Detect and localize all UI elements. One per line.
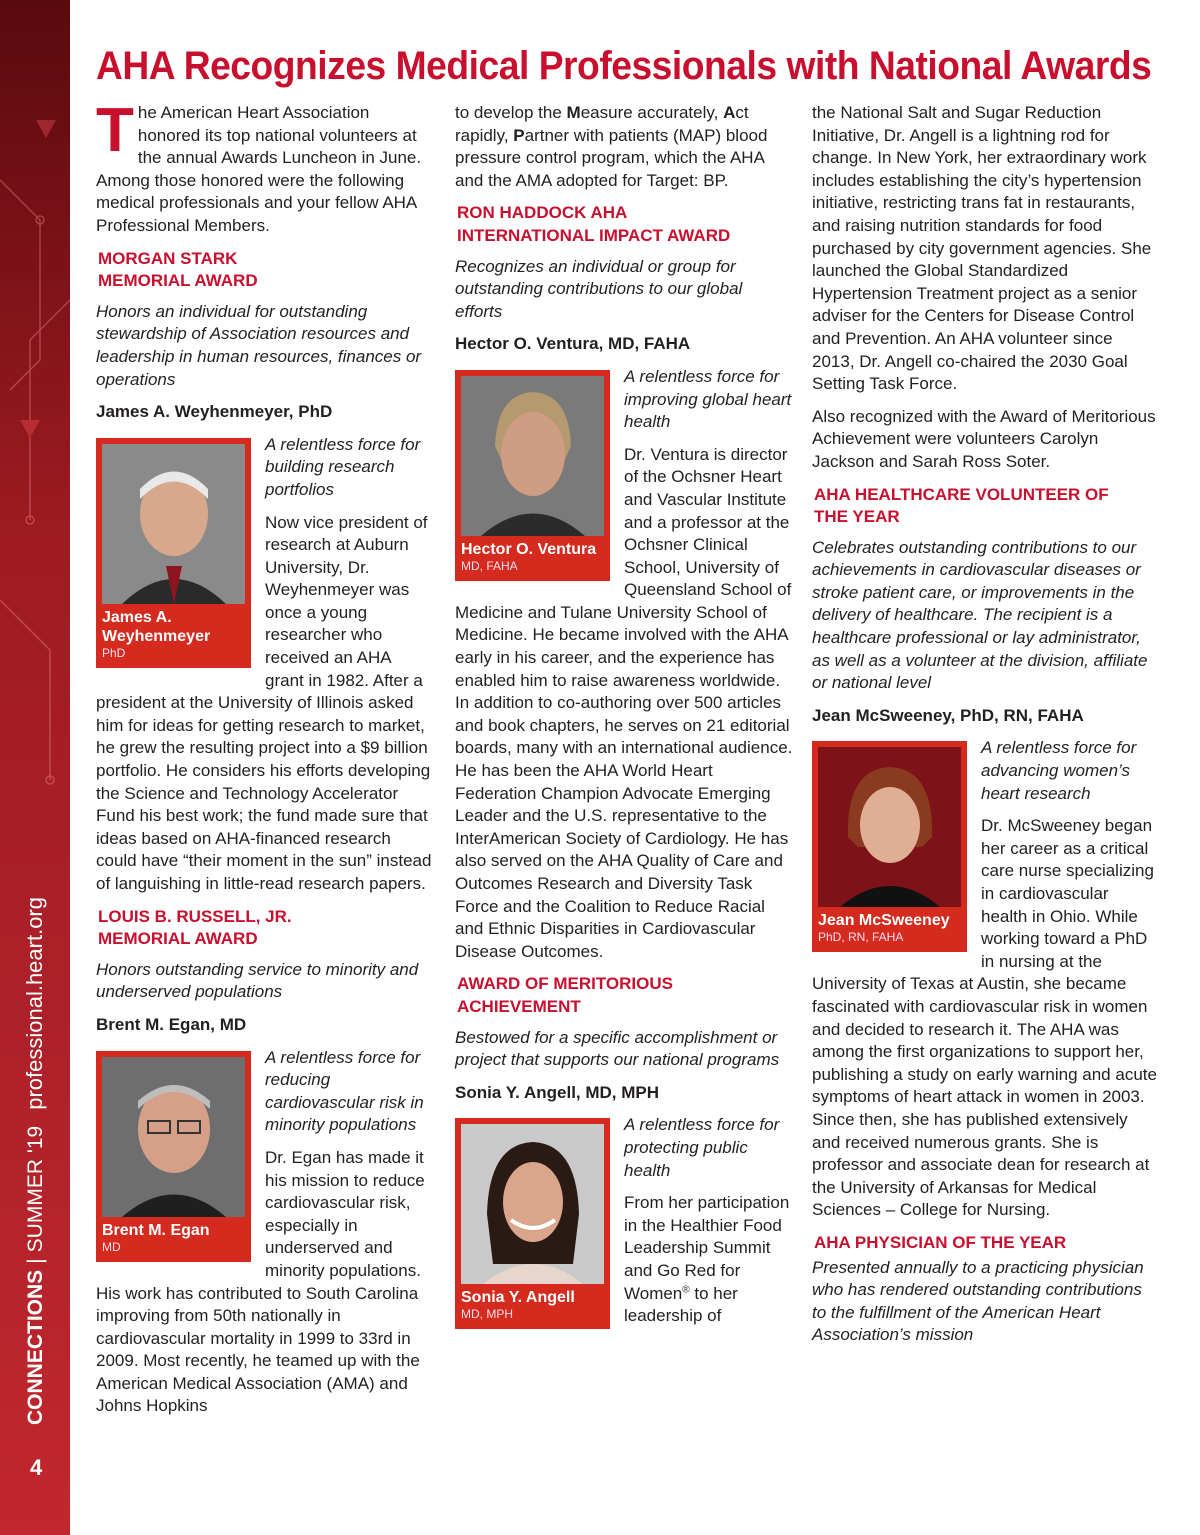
winner-profile [455,1114,793,1327]
continued-paragraph [455,102,793,192]
winner-tagline: A relentless force for building research portfolios [265,434,421,499]
winner-bio: Now vice president of research at Auburn University, Dr. Weyhenmeyer was once a young researcher who received an AHA grant in 1982. After a president at the University of Illinois asked him for ideas for getting research to market, he grew the resulting project into a $9 billion portfolio. He considers his efforts developing the Science and Technology Accelerator Fund his best work; the fund made sure that ideas based on AHA-financed research could have “their moment in the sun” instead of languishing in little-read research papers. [96,512,432,893]
portrait-caption-name: James A. Weyhenmeyer [102,608,211,645]
winner-tagline: A relentless force for advancing women’s heart research [981,738,1137,803]
winner-name: Brent M. Egan, MD [96,1014,247,1034]
winner-bio: Dr. Egan has made it his mission to reduce cardiovascular risk, especially in underserved and minority populations. His work has contributed to South Carolina improving from 50th nationally in cardiovascular mortality in 1999 to 33rd in 2009. Most recently, he teamed up with the American Medical Association (AMA) and Johns Hopkins [96,1147,425,1416]
page-number: 4 [30,1455,43,1480]
intro-text: he American Heart Association honored its top national volunteers at the annual Awards Luncheon in June. Among those honored were the following medical professionals and your fellow AHA Professional Members. [96,103,422,235]
award-title-line: THE YEAR [814,507,900,527]
portrait-caption-credentials: PhD [102,645,126,660]
circuit-decoration [0,0,70,900]
footer-separator: | [24,1258,47,1264]
column-1 [96,96,434,1428]
portrait-caption-name: Jean McSweeney [818,912,950,930]
website-url[interactable]: professional.heart.org [22,897,47,1110]
award-title-line: MEMORIAL AWARD [98,271,258,291]
portrait-caption-name: Hector O. Ventura [461,540,597,558]
portrait-caption-credentials: MD, FAHA [461,558,518,573]
winner-profile [455,366,793,963]
award-description: Recognizes an individual or group for outstanding contributions to our global efforts [455,256,743,321]
winner-name: Hector O. Ventura, MD, FAHA [455,334,691,354]
portrait-caption-credentials: MD, MPH [461,1307,513,1322]
award-title-meritorious [457,973,793,1018]
award-description: Celebrates outstanding contributions to our achievements in cardiovascular diseases or stroke patient care, or improvements in the delivery of healthcare. The recipient is a healthcare professional or lay administrator, as well as a volunteer at the division, affiliate or national level [812,537,1148,693]
portrait-card [455,1118,610,1329]
award-description: Honors outstanding service to minority and underserved populations [96,959,419,1002]
winner-profile [812,737,1157,1221]
award-title-line: AWARD OF MERITORIOUS [457,974,673,994]
portrait-caption-credentials: MD [102,1239,121,1254]
award-title-stark [98,248,434,293]
winner-tagline: A relentless force for protecting public health [624,1115,780,1180]
acronym-letter: M [566,103,581,122]
portrait-card [96,438,251,668]
portrait-caption-credentials: PhD, RN, FAHA [818,930,904,945]
portrait-caption-name: Brent M. Egan [102,1221,210,1239]
award-description: Bestowed for a specific accomplishment or project that supports our national programs [455,1027,780,1070]
registered-mark: ® [682,1283,690,1295]
award-title-line: MEMORIAL AWARD [98,929,258,949]
text-run: to develop the [455,103,567,122]
running-footer [22,897,48,1425]
award-title-volunteer [814,484,1157,529]
drop-cap: T [96,96,134,165]
text-run: ct rapidly, [455,103,749,145]
award-title-line: RON HADDOCK AHA [457,203,628,223]
award-title-line: MORGAN STARK [98,248,238,268]
winner-profile [96,434,434,896]
winner-name: Sonia Y. Angell, MD, MPH [455,1082,660,1102]
text-run: to her leadership of [624,1283,738,1326]
text-run: From her participation in the Healthier Food Leadership Summit and Go Red for Women [624,1193,790,1303]
column-3 [812,102,1157,1357]
award-title-line: LOUIS B. RUSSELL, JR. [98,906,292,926]
award-title-line: INTERNATIONAL IMPACT AWARD [457,225,731,245]
award-title-haddock [457,202,793,247]
award-title-line: ACHIEVEMENT [457,996,581,1016]
winner-bio: Dr. Ventura is director of the Ochsner Heart and Vascular Institute and a professor at the Ochsner Clinical School, University of Queensland School of Medicine and Tulane University School of Medicine. He became involved with the AHA early in his career, and the experience has enabled him to raise awareness worldwide. In addition to co-authoring over 500 articles and book chapters, he serves on 21 editorial boards, many with an international audience. He has been the AHA World Heart Federation Champion Advocate Emerging Leader and the U.S. representative to the InterAmerican Society of Cardiology. He has also served on the AHA Quality of Care and Outcomes Research and Diversity Task Force and the Coalition to Reduce Racial and Ethnic Disparities in Cardiovascular Disease Outcomes. [455,444,793,961]
winner-name: James A. Weyhenmeyer, PhD [96,402,333,422]
publication-name: CONNECTIONS [24,1269,47,1425]
award-title-russell [98,906,434,951]
portrait-card [96,1051,251,1262]
page-title: AHA Recognizes Medical Professionals with National Awards [96,44,1152,88]
text-run: artner with patients (MAP) blood pressure control program, which the AHA and the AMA adopted for Target: BP. [455,125,768,190]
acronym-letter: P [513,125,525,145]
winner-bio: Dr. McSweeney began her career as a critical care nurse specializing in cardiovascular health in Ohio. While working toward a PhD in nursing at the University of Texas at Austin, she became fascinated with cardiovascular risk in women and decided to research it. The AHA was among the first organizations to support her, publishing a study on early warning and acute symptoms of heart attack in women in 2003. Since then, she has published extensively and received numerous grants. She is professor and associate dean for research at the University of Arkansas for Medical Sciences – College for Nursing. [812,816,1157,1220]
portrait-caption-name: Sonia Y. Angell [461,1289,575,1307]
award-description: Honors an individual for outstanding stewardship of Association resources and leadership in human resources, finances or operations [96,301,422,389]
portrait-photo [461,376,604,536]
winner-tagline: A relentless force for improving global heart health [624,366,792,432]
text-run: easure accurately, [580,103,724,122]
winner-name: Jean McSweeney, PhD, RN, FAHA [812,705,1084,725]
portrait-card [812,741,967,952]
continued-paragraph: the National Salt and Sugar Reduction Initiative, Dr. Angell is a lightning rod for change. In New York, her extraordinary work includes establishing the city’s hypertension initiative, restricting trans fat in restaurants, and raising nutrition standards for food purchased by city government agencies. She launched the Global Standardized Hypertension Treatment project as a senior adviser for the Centers for Disease Control and Prevention. An AHA volunteer since 2013, Dr. Angell co-chaired the 2030 Goal Setting Task Force. [812,103,1152,394]
award-title-line: AHA PHYSICIAN OF THE YEAR [814,1232,1067,1252]
additional-honorees: Also recognized with the Award of Meritorious Achievement were volunteers Carolyn Jackson and Sarah Ross Soter. [812,406,1156,471]
award-title-physician [814,1232,1157,1255]
award-title-line: AHA HEALTHCARE VOLUNTEER OF [814,484,1109,504]
portrait-photo [818,747,961,907]
sidebar-band [0,0,70,1535]
column-2 [455,102,793,1338]
issue-label: SUMMER '19 [24,1125,47,1253]
portrait-photo [102,444,245,604]
award-description: Presented annually to a practicing physician who has rendered outstanding contributions to the fulfillment of the American Heart Association’s mission [812,1257,1144,1345]
acronym-letter: A [723,103,736,122]
winner-profile [96,1047,434,1419]
portrait-photo [461,1124,604,1284]
winner-tagline: A relentless force for reducing cardiovascular risk in minority populations [265,1047,424,1135]
portrait-photo [102,1057,245,1217]
intro-paragraph [96,96,434,238]
portrait-card [455,370,610,581]
